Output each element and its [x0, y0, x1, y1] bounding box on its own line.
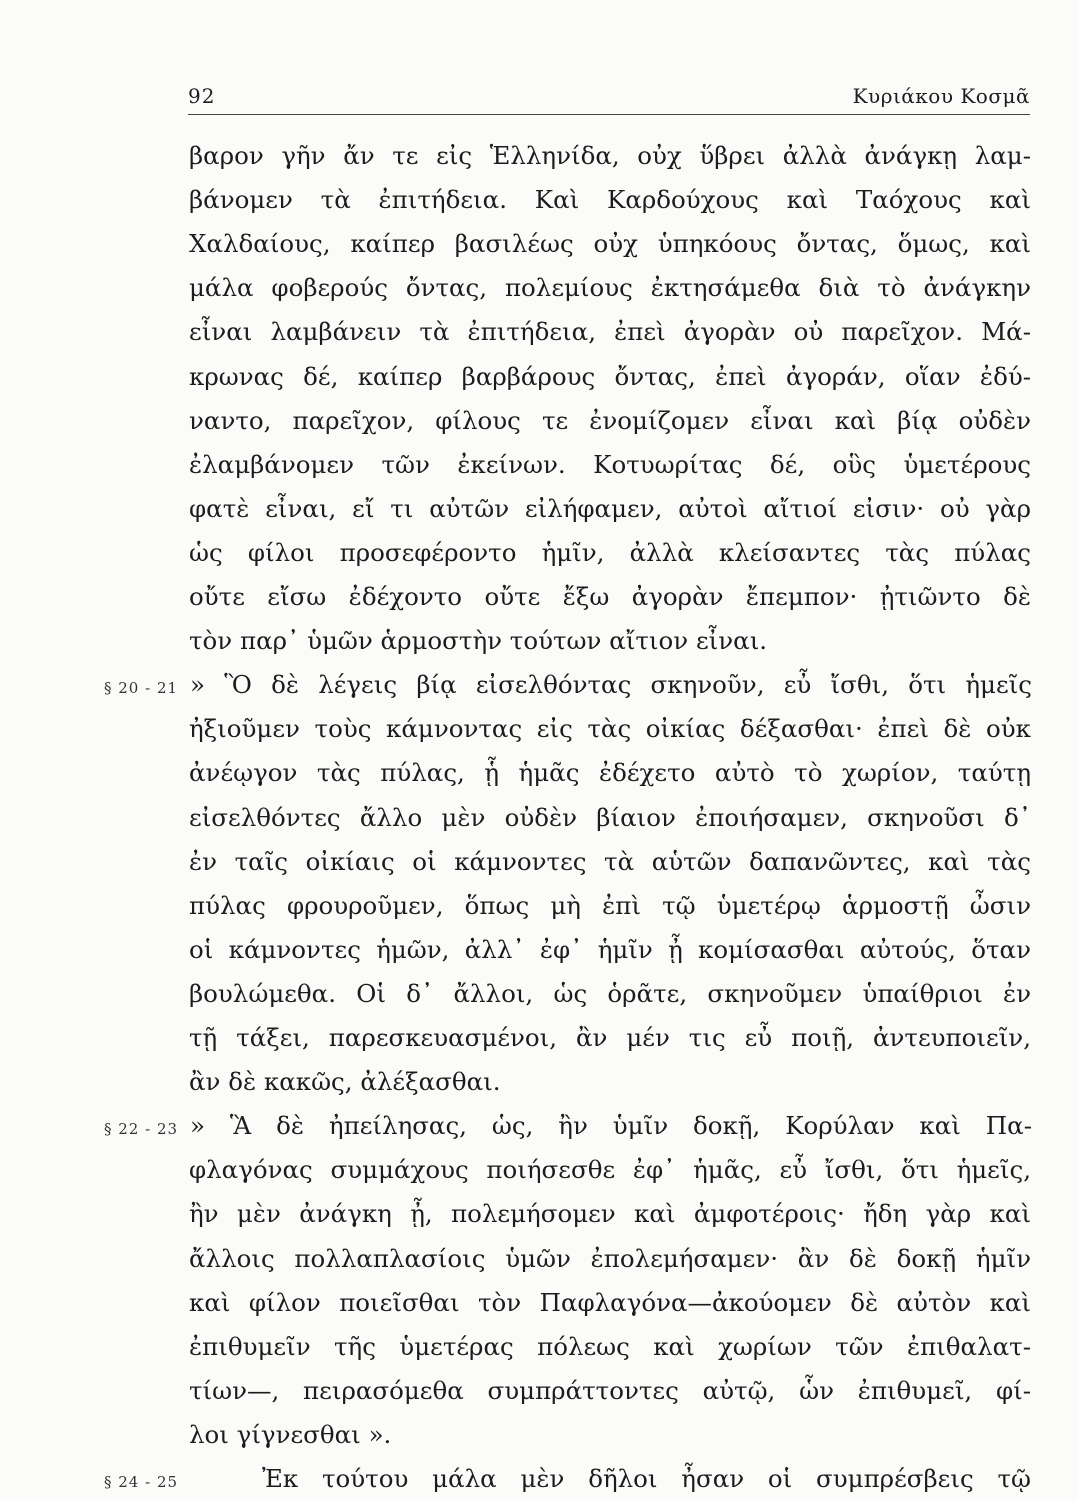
text-line: λοι γίγνεσθαι ».	[189, 1420, 392, 1449]
text-line: πύλας φρουροῦμεν, ὅπως μὴ ἐπὶ τῷ ὑμετέρῳ ἁρμοστῇ ὦσιν	[189, 891, 1031, 920]
page-number: 92	[188, 84, 216, 108]
text-line: » Ἃ δὲ ἠπείλησας, ὡς, ἢν ὑμῖν δοκῇ, Κορύλαν καὶ Πα-	[190, 1111, 1032, 1140]
text-line: βάνομεν τὰ ἐπιτήδεια. Καὶ Καρδούχους καὶ Ταόχους καὶ	[189, 185, 1031, 214]
text-line: ἐπιθυμεῖν τῆς ὑμετέρας πόλεως καὶ χωρίων τῶν ἐπιθαλατ-	[189, 1332, 1031, 1361]
text-line: οἱ κάμνοντες ἡμῶν, ἀλλ᾽ ἐφ᾽ ἡμῖν ᾖ κομίσασθαι αὐτούς, ὅταν	[189, 935, 1031, 964]
header-rule	[188, 114, 1030, 115]
text-line: τῇ τάξει, παρεσκευασμένοι, ἂν μέν τις εὖ ποιῇ, ἀντευποιεῖν,	[189, 1023, 1031, 1052]
page-header	[188, 84, 1030, 120]
marginal-note: § 20 - 21	[104, 679, 179, 697]
running-head: Κυριάκου Κοσμᾶ	[852, 84, 1030, 108]
text-line: τὸν παρ᾽ ὑμῶν ἁρμοστὴν τούτων αἴτιον εἶναι.	[189, 626, 768, 655]
text-line: Χαλδαίους, καίπερ βασιλέως οὐχ ὑπηκόους ὄντας, ὅμως, καὶ	[189, 229, 1031, 258]
text-line: ἄλλοις πολλαπλασίοις ὑμῶν ἐπολεμήσαμεν· ἂν δὲ δοκῇ ἡμῖν	[189, 1244, 1031, 1273]
marginal-note: § 24 - 25	[104, 1473, 179, 1491]
text-line: Ἐκ τούτου μάλα μὲν δῆλοι ἦσαν οἱ συμπρέσβεις τῷ	[262, 1464, 1031, 1493]
text-line: τίων—, πειρασόμεθα συμπράττοντες αὐτῷ, ὧν ἐπιθυμεῖ, φί-	[189, 1376, 1031, 1405]
text-line: ἐν ταῖς οἰκίαις οἱ κάμνοντες τὰ αὑτῶν δαπανῶντες, καὶ τὰς	[189, 847, 1031, 876]
text-line: εἰσελθόντες ἄλλο μὲν οὐδὲν βίαιον ἐποιήσαμεν, σκηνοῦσι δ᾽	[189, 803, 1031, 832]
text-line: ὡς φίλοι προσεφέροντο ἡμῖν, ἀλλὰ κλείσαντες τὰς πύλας	[189, 538, 1031, 567]
text-line: φατὲ εἶναι, εἴ τι αὐτῶν εἰλήφαμεν, αὐτοὶ αἴτιοί εἰσιν· οὐ γὰρ	[189, 494, 1031, 523]
text-line: βαρον γῆν ἄν τε εἰς Ἑλληνίδα, οὐχ ὕβρει ἀλλὰ ἀνάγκῃ λαμ-	[189, 141, 1031, 170]
text-line: ἂν δὲ κακῶς, ἀλέξασθαι.	[189, 1067, 501, 1096]
text-line: ἀνέῳγον τὰς πύλας, ᾗ ἡμᾶς ἐδέχετο αὐτὸ τὸ χωρίον, ταύτῃ	[189, 758, 1031, 787]
text-line: ναντο, παρεῖχον, φίλους τε ἐνομίζομεν εἶναι καὶ βίᾳ οὐδὲν	[189, 406, 1031, 435]
text-line: καὶ φίλον ποιεῖσθαι τὸν Παφλαγόνα—ἀκούομεν δὲ αὐτὸν καὶ	[189, 1288, 1031, 1317]
marginal-note: § 22 - 23	[104, 1120, 179, 1138]
text-line: ἢν μὲν ἀνάγκη ᾖ, πολεμήσομεν καὶ ἀμφοτέροις· ἤδη γὰρ καὶ	[189, 1199, 1031, 1228]
text-line: κρωνας δέ, καίπερ βαρβάρους ὄντας, ἐπεὶ ἀγοράν, οἵαν ἐδύ-	[189, 362, 1031, 391]
text-line: ἠξιοῦμεν τοὺς κάμνοντας εἰς τὰς οἰκίας δέξασθαι· ἐπεὶ δὲ οὐκ	[189, 714, 1031, 743]
text-line: μάλα φοβερούς ὄντας, πολεμίους ἐκτησάμεθα διὰ τὸ ἀνάγκην	[189, 273, 1031, 302]
text-line: φλαγόνας συμμάχους ποιήσεσθε ἐφ᾽ ἡμᾶς, εὖ ἴσθι, ὅτι ἡμεῖς,	[189, 1155, 1031, 1184]
text-line: οὔτε εἴσω ἐδέχοντο οὔτε ἔξω ἀγορὰν ἔπεμπον· ᾐτιῶντο δὲ	[189, 582, 1031, 611]
text-line: » Ὃ δὲ λέγεις βίᾳ εἰσελθόντας σκηνοῦν, εὖ ἴσθι, ὅτι ἡμεῖς	[190, 670, 1032, 699]
text-line: εἶναι λαμβάνειν τὰ ἐπιτήδεια, ἐπεὶ ἀγορὰν οὐ παρεῖχον. Μά-	[189, 317, 1031, 346]
text-line: βουλώμεθα. Οἱ δ᾽ ἄλλοι, ὡς ὁρᾶτε, σκηνοῦμεν ὑπαίθριοι ἐν	[189, 979, 1031, 1008]
text-line: ἐλαμβάνομεν τῶν ἐκείνων. Κοτυωρίτας δέ, οὓς ὑμετέρους	[189, 450, 1031, 479]
